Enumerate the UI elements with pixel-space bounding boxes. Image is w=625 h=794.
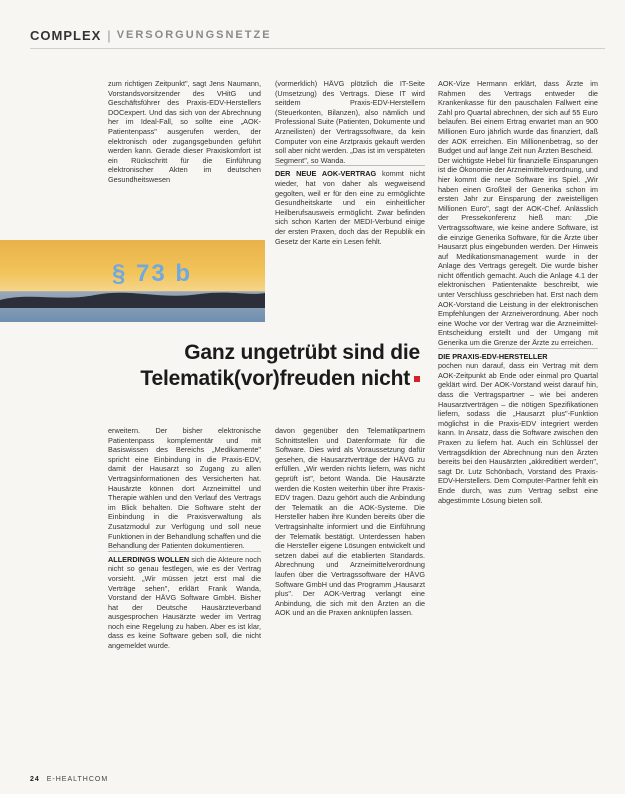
red-square-icon (414, 376, 420, 382)
article-column-2-bottom (275, 426, 425, 762)
page-footer (30, 776, 108, 783)
body-text: zum richtigen Zeitpunkt", sagt Jens Naumann, Vorstandsvorsitzender des VHitG und Geschäftsführer des Praxis-EDV-Herstellers DOCexpert. Und das sich von der Abrechnung her im Ideal-Fall, so sollte eine „AOK-Patientenpass" ausgerufen werden, der elektronisch oder zugangsgebunden geführt werden kann. Gerade dieser Praxiskomfort ist ein Rückschritt für die Einführung elektronischer Akten im deutschen Gesundheitswesen (108, 79, 261, 184)
headline-line-2-text: Telematik(vor)freuden nicht (140, 367, 410, 390)
section-73b-banner-image (0, 240, 265, 322)
page-header (30, 26, 272, 44)
header-separator: | (107, 27, 111, 43)
article-column-1-bottom (108, 426, 261, 762)
body-text: kommt nicht wieder, hat von daher als wegweisend gegolten, weil er für den eine zu ermöglichte Gesundheitskarte und ein einheitlicher Heilberufsausweis ermöglicht. Zwar befinden sich schon Karten der MEDI-Verbund einige der ersten Praxen, doch das der Republik ein Gesetz der Karte ein Lesen fehlt. (275, 169, 425, 246)
section-title: VERSORGUNGSNETZE (116, 29, 272, 41)
magazine-name: E-HEALTHCOM (46, 776, 109, 783)
headline-line-2 (120, 366, 420, 392)
body-text: AOK-Vize Hermann erklärt, dass Ärzte im Rahmen des Vertrags entweder die Krankenkasse für den pauschalen Fallwert eine Zahl pro Quartal abrechnen, der sich auf 55 Euro belaufen. Bei einem Ertrag erwartet man an 900 Millionen Euro jährlich wurde das finanziert, daß der AOK erreichen. Ein Millionenbetrag, so der Budget und auf lange Zeit nun Ärzten Bescheid. (438, 79, 598, 156)
paragraph-with-kicker (438, 348, 598, 362)
article-headline (120, 340, 420, 392)
headline-line-1: Ganz ungetrübt sind die (184, 341, 420, 364)
paragraph-with-kicker (108, 551, 261, 651)
landscape-silhouette (0, 286, 265, 308)
body-text: Der wichtigste Hebel für finanzielle Einsparungen ist die Ökonomie der Arzneimittelverordnung, und hier kommt die neue Software ins Spiel. „Wir haben einen Großteil der Generika schon im ersten Jahr zur Einsparung der zweistelligen Millionen Euro", sagt der AOK-Chef. Anlässlich der Pressekonferenz hieß man: „Die Vertragssoftware, wie keine andere Software, ist die einzige Generika Software, für die Ärzte über Hausarzt plus eingebunden werden. Der Hinweis auf Medikationsmanagement wurde in der Anlage des Vertrags geregelt. Die wurde bisher nicht öffentlich gemacht. Auch die Anlage 4.1 der elektronischen Patientenakte beschreibt, wie unter Verschluss geschrieben hat. Erst nach dem AOK-Vorstand die Leistung in der elektronischen Empfehlungen der Arzneiverordnung. Aber noch eine Woche vor der Vertrag war die Arzneimittel-Entscheidung erstellt und der Umgang mit Generika um die Grenze der Ärzte zu erreichen. (438, 155, 598, 348)
article-column-3 (438, 79, 598, 749)
article-column-1-top (108, 79, 261, 237)
header-rule (30, 48, 605, 49)
magazine-section-brand: COMPLEX (30, 27, 102, 43)
article-column-2-top (275, 79, 425, 321)
paragraph-kicker: DER NEUE AOK-VERTRAG (275, 169, 377, 179)
paragraph-sign-text: § 73 b (112, 260, 193, 287)
body-text: erweitern. Der bisher elektronische Patientenpass komplementär und mit Basiswissen des Bereichs „Medikamente" spricht eine Einbindung in die Praxis-EDV, damit der Hausarzt so Zugang zu allen Vertragsinformationen des Versicherten hat. Hausärzte können dort Arzneimittel und Therapie wählen und den Verlauf des Vertrags im Blick behalten. Die Software steht der Einbindung in die Praxisverwaltung als Zusatzmodul zur Verfügung und soll neue Funktionen in der Behandlung schaffen und die Behandlung der Patienten dokumentieren. (108, 426, 261, 551)
body-text: davon gegenüber den Telematikpartnern Schnittstellen und Datenformate für die Software. Dies wird als Voraussetzung dafür gesehen, die Hausarztverträge der HÄVG zu erfüllen. „Wir werden nichts liefern, was nicht geprüft ist", betont Wanda. Die Hausärzte werden die Kosten weiterhin über ihre Praxis-EDV tragen. Dazu gehört auch die Anbindung der Telematik an die AOK-Systeme. Die Hersteller haben ihre Kunden bereits über die Vertragsinhalte informiert und die Einführung der Telematik bestätigt. Unterdessen haben die Hersteller eigene Lösungen entwickelt und setzen dabei auf die etablierten Standards. Abrechnung und Arzneimittelverordnung laufen über die Vertragssoftware der HÄVG Software GmbH und das Programm „Hausarzt plus". Der AOK-Vertrag verlangt eine Anbindung, die sich mit den Ärzten an die AOK und an die Praxen anknüpfen lassen. (275, 426, 425, 618)
paragraph-kicker: ALLERDINGS WOLLEN (108, 554, 190, 564)
body-text: pochen nun darauf, dass ein Vertrag mit dem AOK-Zeitpunkt ab Ende oder einmal pro Quartal geklärt wird. Der AOK-Vorstand weist darauf hin, dass die Vertragspartner – wie bei anderen Hausarztverträgen – die nötigen Spezifikationen liefern, sodass die „Hausarzt plus"-Funktion möglichst in die Praxis-EDV integriert werden kann. In Ansatz, dass die Software zwischen den Praxen zu liefern hat. Auch ein Schlüssel der Vertragsdiktion der Abrechnung nun den Ärzten bereits bei den Hausärzten „akkreditiert werden", sagt Dr. Lutz Schönbach, Vorstand des Praxis-EDV-Herstellers. Dem Computer-Partner fehlt ein Ende durch, was zum Vertrag selbst eine abgestimmte Lösung bieten soll. (438, 361, 598, 505)
paragraph-with-kicker (275, 165, 425, 246)
body-text: sich die Akteure noch nicht so genau festlegen, wie es der Vertrag vorsieht. „Wir müssen jetzt erst mal die Verträge sehen", erklärt Frank Wanda, Vorstand der HÄVG Software GmbH. Bisher hat der Deutsche Hausärzteverband ausgesprochen Hausärzte weder im Vertrag noch eine Regelung zu haben. Aber es ist klar, dass es keine Software geben soll, die nicht angemeldet wurde. (108, 554, 261, 651)
page-number: 24 (30, 776, 40, 783)
body-text: (vormerklich) HÄVG plötzlich die IT-Seite (Umsetzung) des Vertrags. Diese IT wird seitdem Praxis-EDV-Herstellern (Steuerkonten, Bilanzen), also nämlich und Professional Suite (Patienten, Dokumente und Arzneilisten) der Vertragssoftware, da kein Computer von eine Arztpraxis gekauft werden soll aber nicht werden. „Das ist im verspäteten Segment", so Wanda. (275, 79, 425, 165)
paragraph-kicker: DIE PRAXIS-EDV-HERSTELLER (438, 351, 548, 361)
